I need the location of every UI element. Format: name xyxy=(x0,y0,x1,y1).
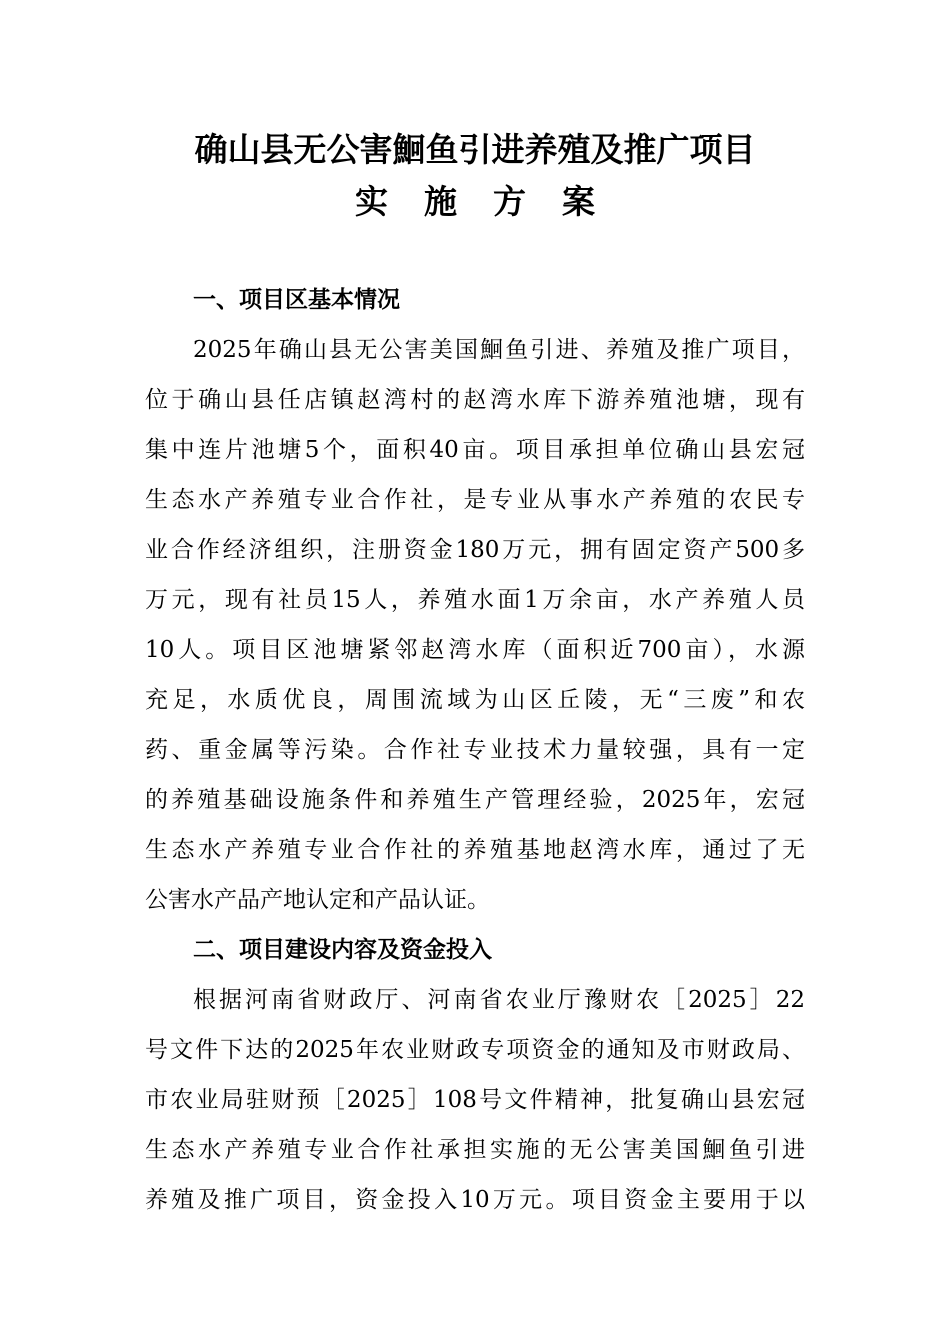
section-2-line: 根据河南省财政厅、河南省农业厅豫财农［2025］22 xyxy=(193,987,805,1013)
section-1-line: 生态水产养殖专业合作社，是专业从事水产养殖的农民专 xyxy=(145,487,805,513)
section-1-line: 位于确山县任店镇赵湾村的赵湾水库下游养殖池塘，现有 xyxy=(145,387,805,413)
section-1-line: 充足，水质优良，周围流域为山区丘陵，无“三废”和农 xyxy=(145,687,805,713)
section-1-line: 集中连片池塘5个，面积40亩。项目承担单位确山县宏冠 xyxy=(145,437,805,463)
document-title-line-1: 确山县无公害鮰鱼引进养殖及推广项目 xyxy=(194,130,756,169)
document-title-line-2: 实施方案 xyxy=(355,182,631,221)
section-2-line: 市农业局驻财预［2025］108号文件精神，批复确山县宏冠 xyxy=(145,1087,805,1113)
section-1-line: 生态水产养殖专业合作社的养殖基地赵湾水库，通过了无 xyxy=(145,837,805,863)
section-1-line: 10人。项目区池塘紧邻赵湾水库（面积近700亩），水源 xyxy=(145,637,805,663)
section-2-line: 号文件下达的2025年农业财政专项资金的通知及市财政局、 xyxy=(145,1037,805,1063)
section-1-line: 2025年确山县无公害美国鮰鱼引进、养殖及推广项目， xyxy=(193,337,805,363)
section-1-line: 药、重金属等污染。合作社专业技术力量较强，具有一定 xyxy=(145,737,805,763)
section-1-heading: 一、项目区基本情况 xyxy=(193,287,400,313)
section-2-line: 养殖及推广项目，资金投入10万元。项目资金主要用于以 xyxy=(145,1187,805,1213)
section-1-line: 公害水产品产地认定和产品认证。 xyxy=(145,887,490,913)
section-2-heading: 二、项目建设内容及资金投入 xyxy=(193,937,492,963)
section-1-line: 业合作经济组织，注册资金180万元，拥有固定资产500多 xyxy=(145,537,805,563)
section-2-line: 生态水产养殖专业合作社承担实施的无公害美国鮰鱼引进 xyxy=(145,1137,805,1163)
section-1-line: 万元，现有社员15人，养殖水面1万余亩，水产养殖人员 xyxy=(145,587,805,613)
section-1-line: 的养殖基础设施条件和养殖生产管理经验，2025年，宏冠 xyxy=(145,787,805,813)
